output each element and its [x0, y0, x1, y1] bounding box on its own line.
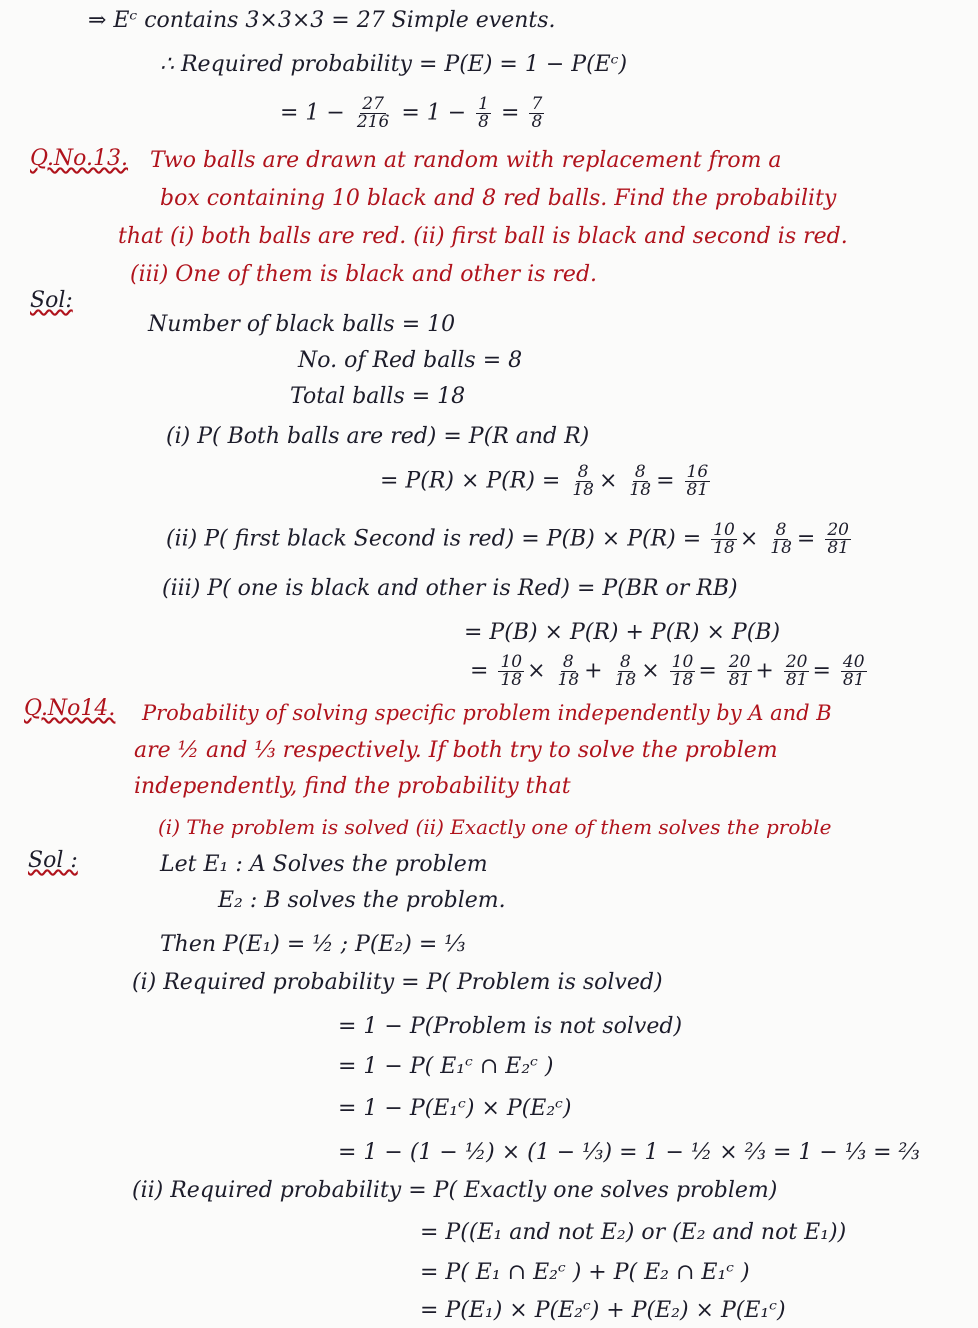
- sol14-part-ii-step2: = P( E₁ ∩ E₂ᶜ ) + P( E₂ ∩ E₁ᶜ ): [420, 1260, 750, 1285]
- sol13-part-i-calc: = P(R) × P(R) = $\frac{8}{18}$ × $\frac{8}{18}$ = $\frac{16}{81}$: [380, 462, 709, 500]
- sol14-let-e1: Let E₁ : A Solves the problem: [160, 852, 488, 877]
- sol14-then: Then P(E₁) = ½ ; P(E₂) = ⅓: [160, 932, 466, 957]
- eᶜ-line: ⇒ Eᶜ contains 3×3×3 = 27 Simple events.: [88, 8, 556, 33]
- sol14-let-e2: E₂ : B solves the problem.: [218, 888, 506, 913]
- q13-text-1: Two balls are drawn at random with replacement from a: [150, 148, 782, 173]
- q14-text-2: are ½ and ⅓ respectively. If both try to solve the problem: [134, 738, 778, 763]
- q14-text-3: independently, find the probability that: [134, 774, 571, 799]
- sol13-part-ii: (ii) P( first black Second is red) = P(B) × P(R) = $\frac{10}{18}$ × $\frac{8}{18}$ = $\frac{20}{81}$: [166, 520, 849, 558]
- sol13-part-iii-calc: = $\frac{10}{18}$ × $\frac{8}{18}$ + $\frac{8}{18}$ × $\frac{10}{18}$ = $\frac{20}{81}$ + $\frac{20}{81}$ = $\frac{40}{81}$: [470, 652, 865, 690]
- sol14-part-ii-step3: = P(E₁) × P(E₂ᶜ) + P(E₂) × P(E₁ᶜ): [420, 1298, 786, 1323]
- q13-text-2: box containing 10 black and 8 red balls. Find the probability: [160, 186, 837, 211]
- sol14-part-ii-step1: = P((E₁ and not E₂) or (E₂ and not E₁)): [420, 1220, 847, 1245]
- result-line: = 1 − $\frac{27}{216}$ = 1 − $\frac{1}{8}$ = $\frac{7}{8}$: [280, 94, 543, 132]
- sol13-part-iii-expand: = P(B) × P(R) + P(R) × P(B): [464, 620, 781, 645]
- sol13-red-balls: No. of Red balls = 8: [298, 348, 523, 373]
- q13-text-3: that (i) both balls are red. (ii) first ball is black and second is red.: [118, 224, 848, 249]
- sol14-part-i-step3: = 1 − P(E₁ᶜ) × P(E₂ᶜ): [338, 1096, 572, 1121]
- sol14-part-ii: (ii) Required probability = P( Exactly one solves problem): [132, 1178, 778, 1203]
- sol14-label: Sol :: [28, 848, 78, 873]
- sol13-part-iii: (iii) P( one is black and other is Red) = P(BR or RB): [162, 576, 738, 601]
- q13-text-4: (iii) One of them is black and other is red.: [130, 262, 598, 287]
- q13-label: Q.No.13.: [30, 146, 129, 171]
- q14-text-1: Probability of solving specific problem independently by A and B: [142, 701, 832, 725]
- q14-label: Q.No14.: [24, 696, 116, 721]
- sol14-part-i-step4: = 1 − (1 − ½) × (1 − ⅓) = 1 − ½ × ⅔ = 1 − ⅓ = ⅔: [338, 1140, 920, 1165]
- sol13-label: Sol:: [30, 288, 73, 313]
- required-prob-line: ∴ Required probability = P(E) = 1 − P(Eᶜ): [160, 52, 628, 77]
- sol14-part-i-step1: = 1 − P(Problem is not solved): [338, 1014, 683, 1039]
- q14-text-4: (i) The problem is solved (ii) Exactly one of them solves the proble: [158, 815, 832, 839]
- sol13-black-balls: Number of black balls = 10: [148, 312, 456, 337]
- sol13-part-i: (i) P( Both balls are red) = P(R and R): [166, 424, 590, 449]
- sol14-part-i: (i) Required probability = P( Problem is solved): [132, 970, 663, 995]
- sol13-total-balls: Total balls = 18: [290, 384, 466, 409]
- sol14-part-i-step2: = 1 − P( E₁ᶜ ∩ E₂ᶜ ): [338, 1054, 554, 1079]
